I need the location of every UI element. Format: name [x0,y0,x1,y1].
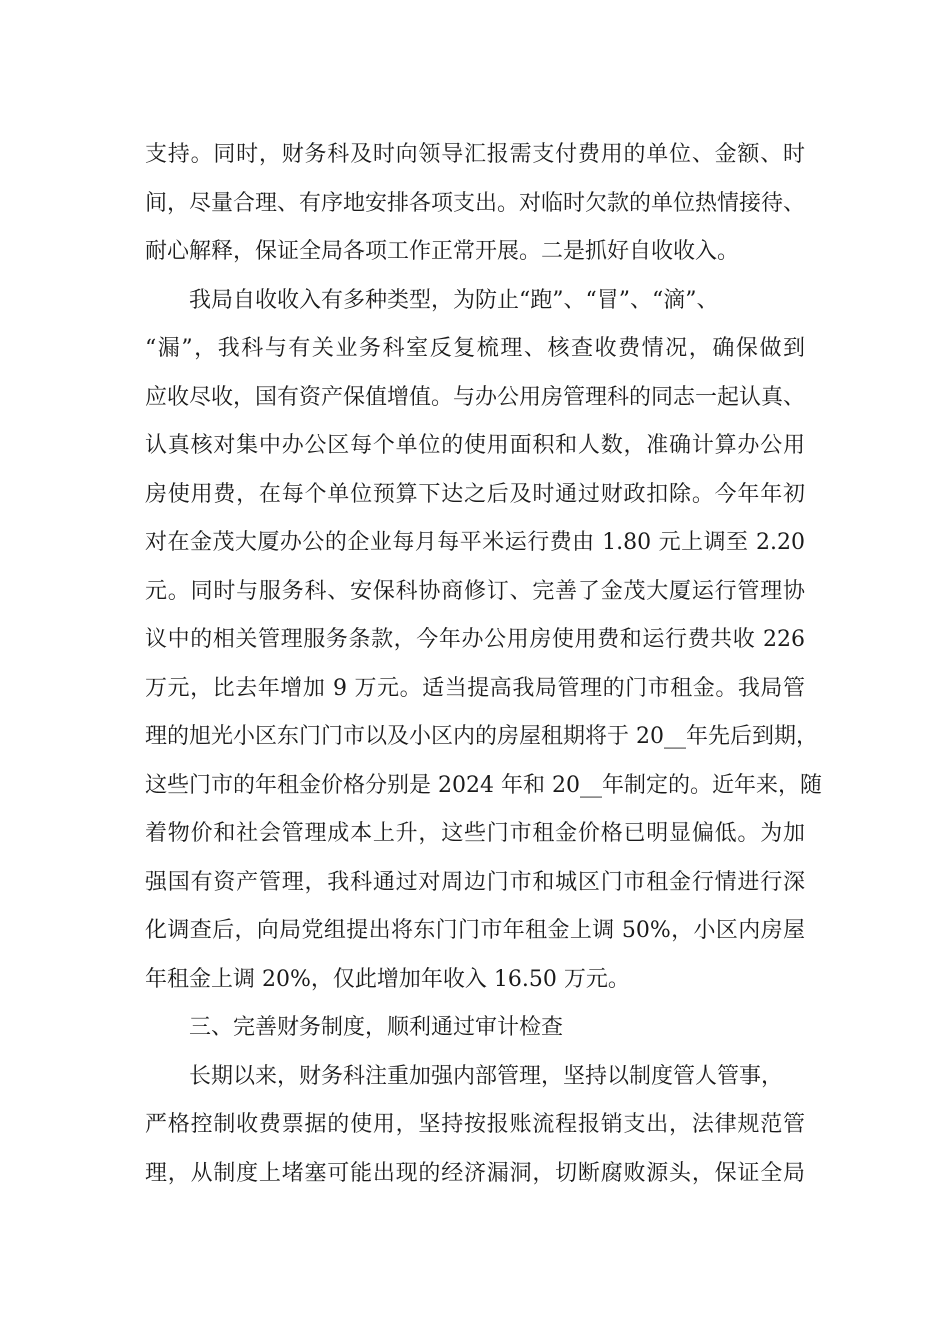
text-line: 元。同时与服务科、安保科协商修订、完善了金茂大厦运行管理协 [145,578,805,604]
text-line: 对在金茂大厦办公的企业每月每平米运行费由 1.80 元上调至 2.20 [145,530,805,555]
text-line: 着物价和社会管理成本上升，这些门市租金价格已明显偏低。为加 [145,821,805,846]
paragraph-first-line: 我局自收收入有多种类型，为防止“跑”、“冒”、“滴”、 [189,287,719,313]
text-line: 认真核对集中办公区每个单位的使用面积和人数，准确计算办公用 [145,433,805,458]
text-line: 这些门市的年租金价格分别是 2024 年和 20__年制定的。近年来，随 [145,772,822,798]
text-line: 应收尽收，国有资产保值增值。与办公用房管理科的同志一起认真、 [145,384,806,410]
text-line: 支持。同时，财务科及时向领导汇报需支付费用的单位、金额、时 [145,142,805,167]
text-line: 强国有资产管理，我科通过对周边门市和城区门市租金行情进行深 [145,869,805,895]
section-heading: 三、完善财务制度，顺利通过审计检查 [189,1015,564,1040]
text-line: 万元，比去年增加 9 万元。适当提高我局管理的门市租金。我局管 [145,675,805,701]
text-line: 议中的相关管理服务条款，今年办公用房使用费和运行费共收 226 [145,627,805,652]
text-line: 房使用费，在每个单位预算下达之后及时通过财政扣除。今年年初 [145,481,805,507]
body-text [145,131,822,1198]
paragraph-first-line: 长期以来，财务科注重加强内部管理，坚持以制度管人管事， [189,1063,784,1089]
text-line: 年租金上调 20%，仅此增加年收入 16.50 万元。 [145,966,630,992]
text-line: 理的旭光小区东门门市以及小区内的房屋租期将于 20__年先后到期， [145,724,818,749]
text-line: 严格控制收费票据的使用，坚持按报账流程报销支出，法律规范管 [145,1112,805,1137]
text-line: 理，从制度上堵塞可能出现的经济漏洞，切断腐败源头，保证全局 [145,1160,805,1186]
text-line: 间，尽量合理、有序地安排各项支出。对临时欠款的单位热情接待、 [145,190,806,216]
text-line: 耐心解释，保证全局各项工作正常开展。二是抓好自收收入。 [145,239,740,264]
text-line: 化调查后，向局党组提出将东门门市年租金上调 50%，小区内房屋 [145,918,805,943]
text-line: “漏”，我科与有关业务科室反复梳理、核查收费情况，确保做到 [145,336,805,361]
